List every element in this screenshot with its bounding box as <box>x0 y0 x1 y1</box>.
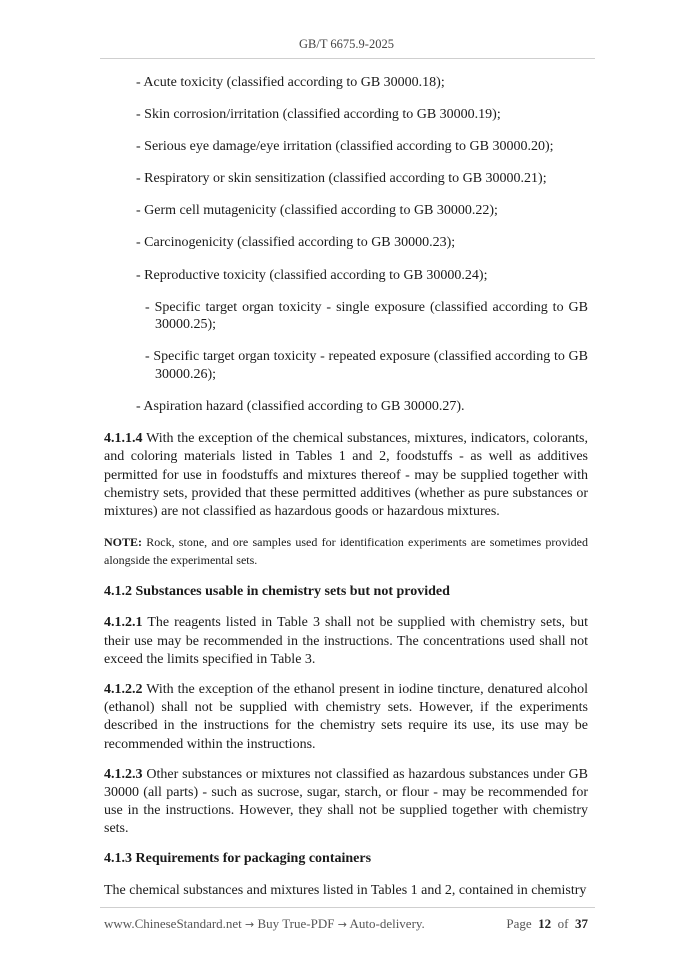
clause-4-1-2-2 <box>104 681 588 754</box>
list-item: - Skin corrosion/irritation (classified according to GB 30000.19); <box>136 107 501 123</box>
clause-number: 4.1.2.2 <box>104 681 143 697</box>
buy-link[interactable]: Buy True-PDF <box>257 916 335 931</box>
list-item: - Aspiration hazard (classified according to GB 30000.27). <box>136 398 465 414</box>
clause-text: With the exception of the chemical substances, mixtures, indicators, colorants, and coloring materials listed in Tables 1 and 2, foodstuffs - as well as additives permitted for use in foodstuffs and mixtures thereof - may be supplied together with chemistry sets, provided that these permitted additives (whether as pure substances or mixtures) are not classified as hazardous goods or hazardous mixtures. <box>104 430 589 520</box>
list-item: - Acute toxicity (classified according to GB 30000.18); <box>136 75 445 90</box>
section-heading-4-1-3: 4.1.3 Requirements for packaging containers <box>104 851 372 867</box>
list-item: - Specific target organ toxicity - single exposure (classified according to GB 30000.25); <box>145 299 588 333</box>
note-label: NOTE: <box>104 534 143 549</box>
note <box>104 533 588 570</box>
header-divider <box>100 58 595 59</box>
clause-text: With the exception of the ethanol present in iodine tincture, denatured alcohol (ethanol) shall not be supplied with chemistry sets. However, if the experiments described in the instructions for the chemistry sets require its use, its use may be recommended within the instructions. <box>104 681 588 752</box>
section-heading-4-1-2: 4.1.2 Substances usable in chemistry sets but not provided <box>104 583 450 599</box>
list-item: - Germ cell mutagenicity (classified according to GB 30000.22); <box>136 203 498 219</box>
auto-delivery-text: Auto-delivery. <box>349 916 425 931</box>
list-item: - Reproductive toxicity (classified according to GB 30000.24); <box>136 267 488 283</box>
clause-number: 4.1.1.4 <box>104 430 143 446</box>
page-header: GB/T 6675.9-2025 <box>299 37 394 51</box>
current-page: 12 <box>538 916 552 931</box>
page-number: Page 12 of 37 <box>506 916 588 931</box>
clause-4-1-2-3 <box>104 766 588 839</box>
clause-text: The reagents listed in Table 3 shall not be supplied with chemistry sets, but their use may be recommended in the instructions. The concentrations used shall not exceed the limits specified in Table 3. <box>104 615 588 668</box>
footer-promo <box>104 916 425 932</box>
list-item: - Carcinogenicity (classified according to GB 30000.23); <box>136 235 456 251</box>
clause-number: 4.1.2.1 <box>104 615 143 631</box>
clause-4-1-3-text: The chemical substances and mixtures listed in Tables 1 and 2, contained in chemistry <box>104 882 587 898</box>
site-link[interactable]: www.ChineseStandard.net <box>104 916 242 931</box>
clause-text: Other substances or mixtures not classified as hazardous substances under GB 30000 (all parts) - such as sucrose, sugar, starch, or flour - may be recommended for use in the instructions. However, they shall not be supplied together with chemistry sets. <box>104 766 589 837</box>
page-footer <box>104 916 588 932</box>
document-body <box>104 74 588 911</box>
footer-divider <box>100 907 595 908</box>
total-pages: 37 <box>575 916 588 931</box>
clause-4-1-2-1 <box>104 614 588 669</box>
clause-number: 4.1.2.3 <box>104 766 143 782</box>
clause-4-1-1-4 <box>104 430 588 521</box>
list-item: - Serious eye damage/eye irritation (classified according to GB 30000.20); <box>136 139 554 155</box>
list-item: - Specific target organ toxicity - repeated exposure (classified according to GB 30000.26); <box>145 349 588 382</box>
note-text: Rock, stone, and ore samples used for identification experiments are sometimes provided alongside the experimental sets. <box>104 534 588 568</box>
arrow-right-icon: → <box>337 918 347 931</box>
list-item: - Respiratory or skin sensitization (classified according to GB 30000.21); <box>136 171 547 187</box>
arrow-right-icon: → <box>245 918 255 931</box>
